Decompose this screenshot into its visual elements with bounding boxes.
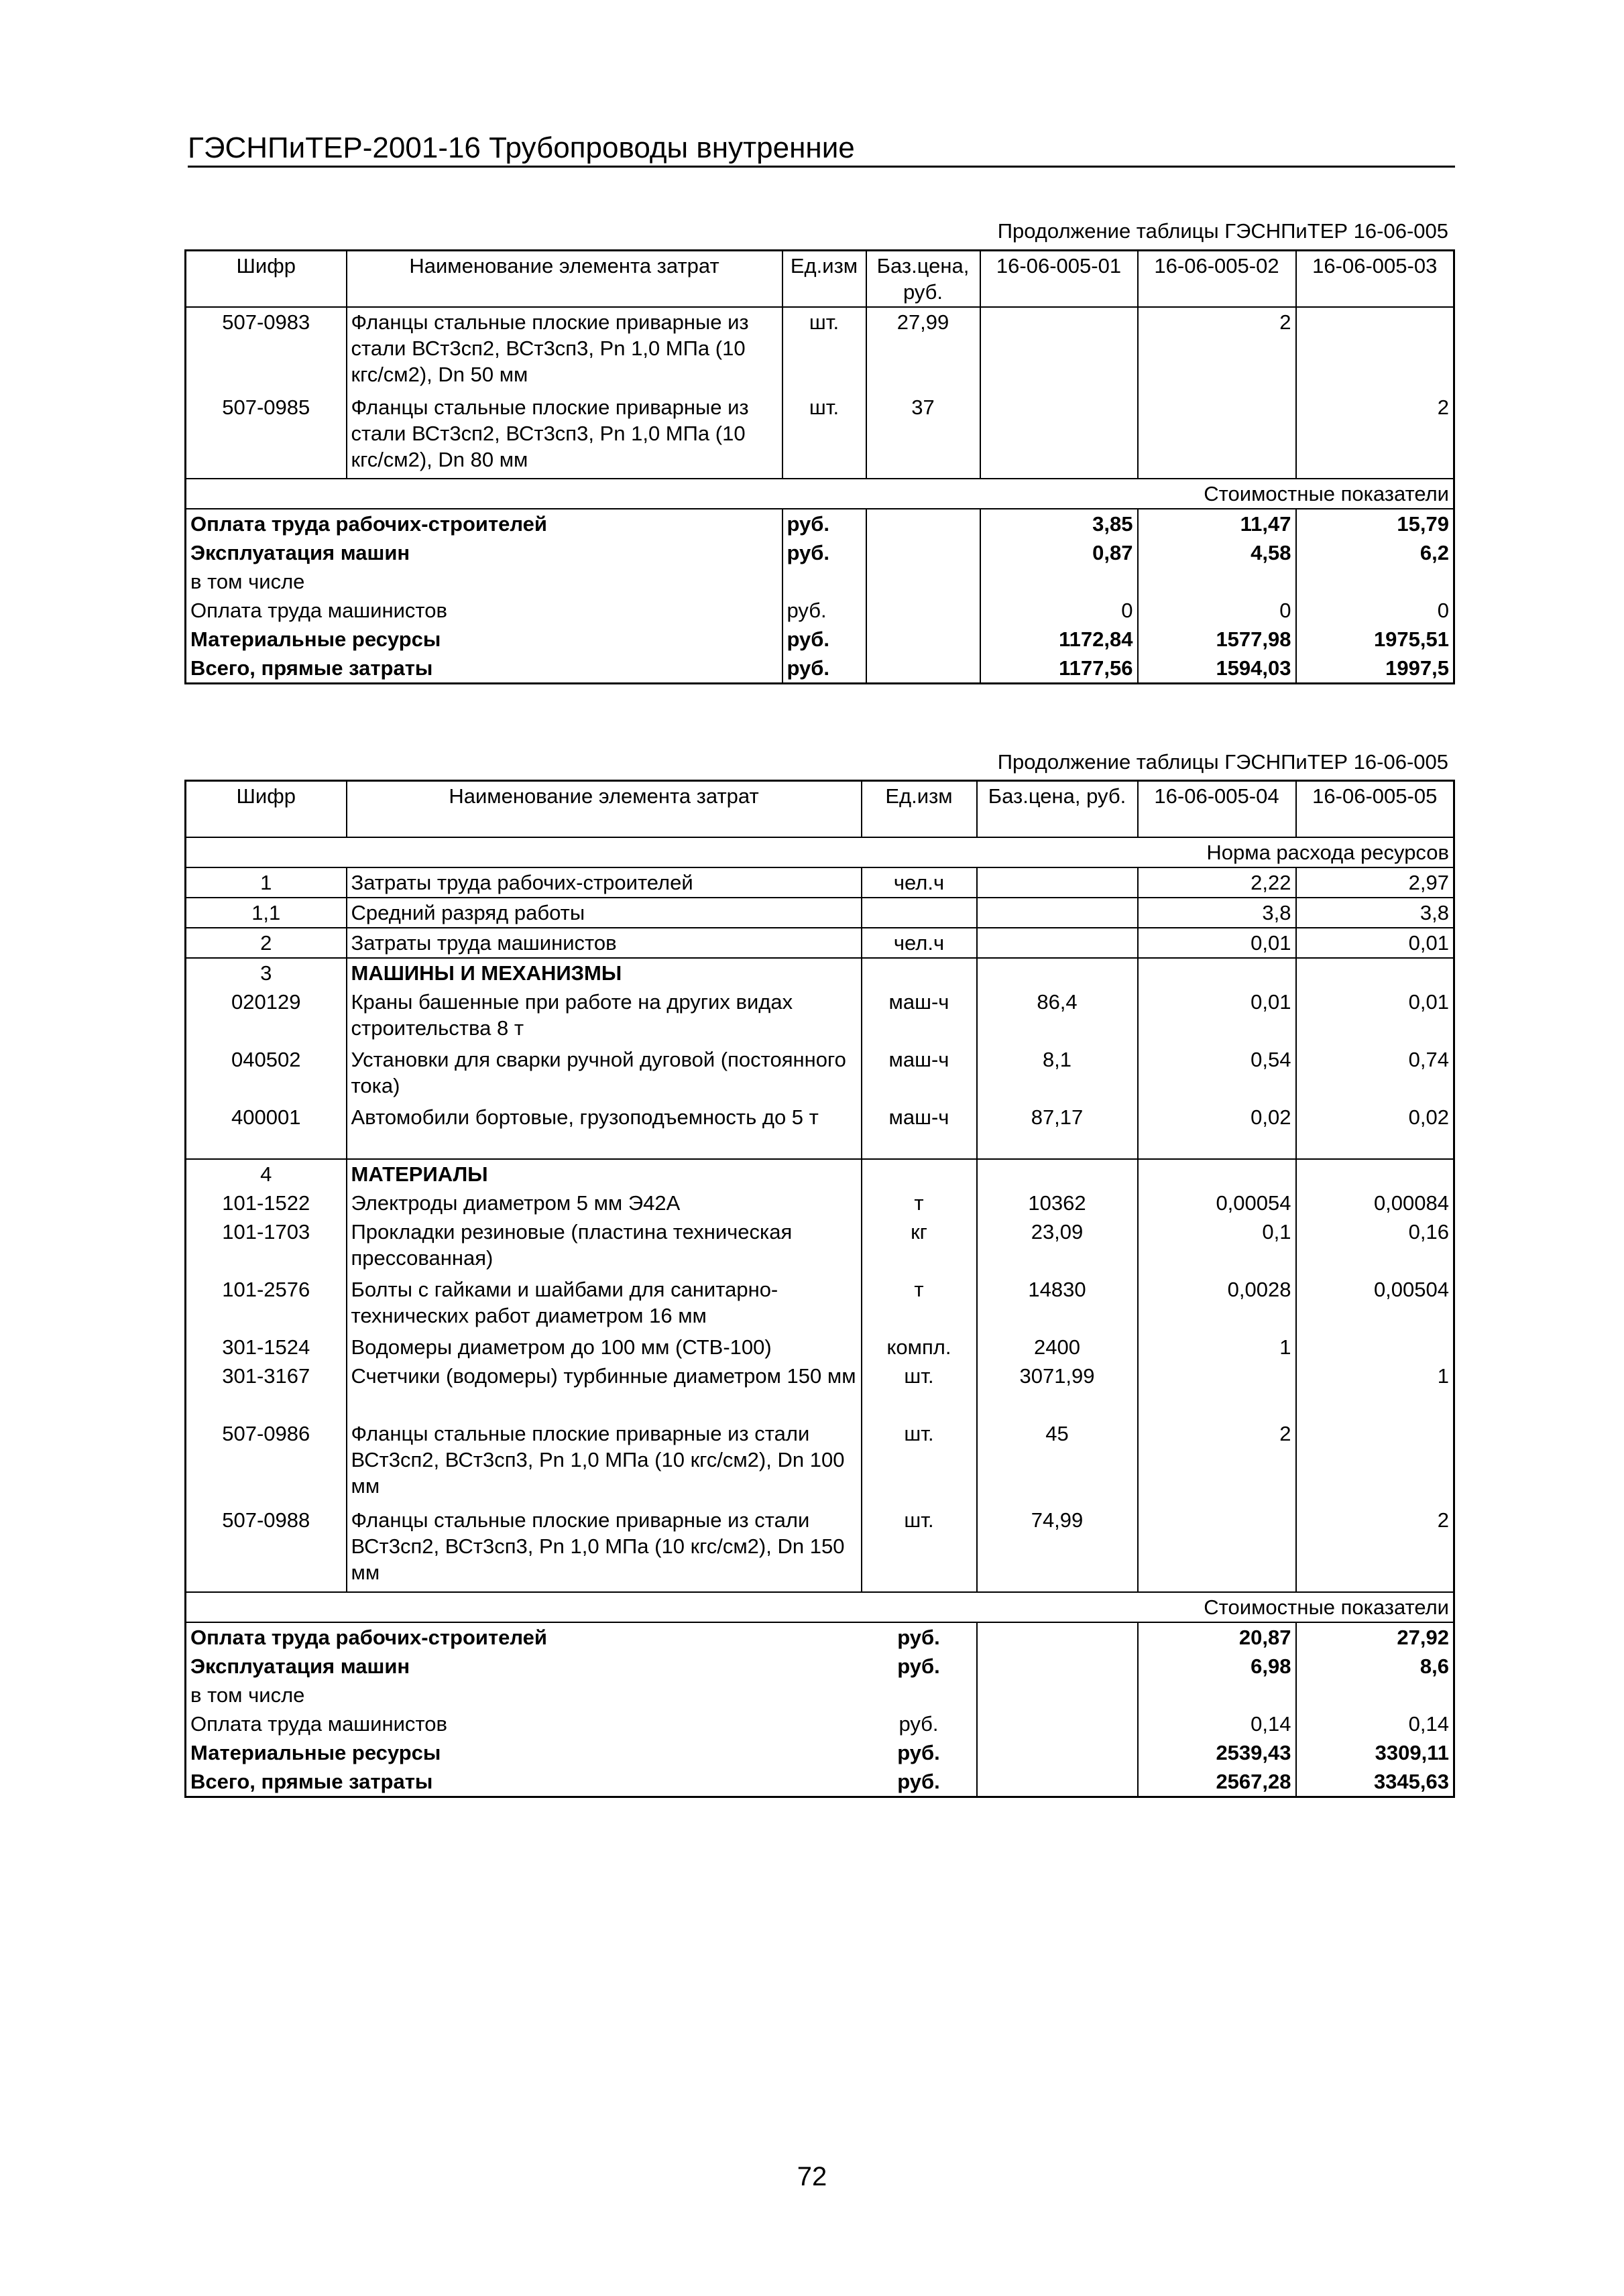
- row-price: 3071,99: [977, 1362, 1138, 1419]
- col-header-005-01: 16-06-005-01: [980, 251, 1138, 308]
- row-name: Электроды диаметром 5 мм Э42А: [347, 1189, 862, 1217]
- table-row: [186, 898, 1454, 928]
- cost-row: [186, 654, 1454, 684]
- col-header-price: Баз.цена, руб.: [866, 251, 980, 308]
- row-value-05: 0,00504: [1373, 1278, 1449, 1301]
- cost-section-row: [186, 479, 1454, 509]
- row-value-05: 1: [1437, 1364, 1449, 1388]
- row-name: Фланцы стальные плоские приварные из стали ВСт3сп2, ВСт3сп3, Pn 1,0 МПа (10 кгс/см2), Dn 50 мм: [347, 307, 782, 393]
- cost-value-04: 6,98: [1138, 1652, 1296, 1681]
- table-row: [186, 1189, 1454, 1217]
- cost-value-04: 0,14: [1138, 1709, 1296, 1738]
- row-value-04: [1138, 1362, 1296, 1419]
- cost-value-02: 1577,98: [1138, 625, 1296, 654]
- cost-unit: руб.: [897, 1626, 940, 1649]
- row-value-05: 0,16: [1408, 1220, 1449, 1244]
- cost-value-01: 0: [980, 596, 1138, 625]
- cost-value-03: 0: [1437, 599, 1449, 622]
- row-price: 8,1: [977, 1045, 1138, 1103]
- row-price: 37: [866, 393, 980, 479]
- row-code: 101-1703: [222, 1220, 310, 1244]
- section-title-machines: МАШИНЫ И МЕХАНИЗМЫ: [347, 958, 862, 987]
- cost-label: Эксплуатация машин: [190, 1654, 410, 1678]
- row-price: 74,99: [977, 1506, 1138, 1592]
- row-price: 23,09: [977, 1217, 1138, 1275]
- cost-unit: руб.: [782, 625, 866, 654]
- table-row: [186, 1217, 1454, 1275]
- row-code: 400001: [231, 1105, 301, 1129]
- cost-row: [186, 625, 1454, 654]
- cost-value-05: 0,14: [1408, 1712, 1449, 1736]
- row-value-05: 2,97: [1296, 867, 1454, 898]
- col-header-005-05: 16-06-005-05: [1296, 781, 1454, 838]
- cost-label: Материальные ресурсы: [190, 1741, 441, 1764]
- row-value-05: 0,01: [1296, 928, 1454, 958]
- row-name: Фланцы стальные плоские приварные из стали ВСт3сп2, ВСт3сп3, Pn 1,0 МПа (10 кгс/см2), Dn 80 мм: [347, 393, 782, 479]
- row-unit: маш-ч: [888, 1105, 949, 1129]
- col-header-name: Наименование элемента затрат: [347, 781, 862, 838]
- row-value-04: 0,1: [1138, 1217, 1296, 1275]
- table-row: [186, 1275, 1454, 1333]
- row-unit: компл.: [886, 1335, 951, 1359]
- row-code: 507-0983: [222, 310, 310, 334]
- table1: [184, 249, 1455, 684]
- cost-unit: руб.: [782, 538, 866, 567]
- cost-row: [186, 1709, 1454, 1738]
- cost-value-05: 27,92: [1397, 1626, 1449, 1649]
- row-price: [977, 928, 1138, 958]
- table2: [184, 780, 1455, 1798]
- col-header-005-03: 16-06-005-03: [1296, 251, 1454, 308]
- cost-row: [186, 1681, 1454, 1709]
- row-price: 10362: [977, 1189, 1138, 1217]
- cost-label: Материальные ресурсы: [190, 627, 441, 651]
- cost-value-01: 1177,56: [980, 654, 1138, 684]
- cost-value-03: 15,79: [1397, 512, 1449, 536]
- cost-value-01: 3,85: [980, 509, 1138, 538]
- norm-section-row: [186, 837, 1454, 867]
- cost-unit: [862, 1681, 977, 1709]
- row-unit: шт.: [809, 310, 839, 334]
- cost-unit: руб.: [897, 1654, 940, 1678]
- col-header-unit: Ед.изм: [862, 781, 977, 838]
- row-value-02: [1138, 393, 1296, 479]
- row-value-04: 2: [1138, 1419, 1296, 1506]
- row-value-05: 0,02: [1408, 1105, 1449, 1129]
- table-row: [186, 393, 1454, 479]
- row-price: 2400: [977, 1333, 1138, 1362]
- row-value-04: 0,0028: [1138, 1275, 1296, 1333]
- cost-unit: руб.: [898, 1712, 939, 1736]
- row-value-05: 0,01: [1408, 990, 1449, 1014]
- row-price: 27,99: [866, 307, 980, 393]
- cost-value-01: 1172,84: [980, 625, 1138, 654]
- row-code: 507-0986: [222, 1422, 310, 1445]
- cost-value-02: 1594,03: [1138, 654, 1296, 684]
- row-name: Средний разряд работы: [347, 898, 862, 928]
- cost-section-label: Стоимостные показатели: [186, 1592, 1454, 1622]
- table2-header-row: [186, 781, 1454, 838]
- cost-value-04: 2567,28: [1138, 1767, 1296, 1797]
- section-code: 3: [260, 961, 272, 985]
- row-value-05: [1296, 1333, 1454, 1362]
- row-price: [977, 898, 1138, 928]
- cost-value-02: 4,58: [1138, 538, 1296, 567]
- row-unit: шт.: [904, 1364, 934, 1388]
- row-name: Установки для сварки ручной дуговой (постоянного тока): [347, 1045, 862, 1103]
- row-value-04: 3,8: [1138, 898, 1296, 928]
- row-unit: т: [914, 1278, 924, 1301]
- row-name: Фланцы стальные плоские приварные из стали ВСт3сп2, ВСт3сп3, Pn 1,0 МПа (10 кгс/см2), Dn 100 мм: [347, 1419, 862, 1506]
- row-value-04: 1: [1138, 1333, 1296, 1362]
- cost-unit: руб.: [897, 1770, 940, 1793]
- cost-row: [186, 1652, 1454, 1681]
- cost-value-04: [1138, 1681, 1296, 1709]
- row-unit: кг: [911, 1220, 927, 1244]
- table-row: [186, 1419, 1454, 1506]
- col-header-005-04: 16-06-005-04: [1138, 781, 1296, 838]
- row-code: 1: [186, 867, 347, 898]
- row-name: Счетчики (водомеры) турбинные диаметром 150 мм: [347, 1362, 862, 1419]
- table2-caption: Продолжение таблицы ГЭСНПиТЕР 16-06-005: [997, 750, 1448, 774]
- col-header-005-02: 16-06-005-02: [1138, 251, 1296, 308]
- row-code: 507-0985: [222, 396, 310, 419]
- page-number: 72: [797, 2162, 827, 2191]
- row-code: 507-0988: [222, 1508, 310, 1532]
- row-code: 101-1522: [222, 1191, 310, 1215]
- section-heading-row: [186, 1159, 1454, 1189]
- row-price: 14830: [977, 1275, 1138, 1333]
- row-value-05: [1296, 1419, 1454, 1506]
- cost-value-02: 11,47: [1138, 509, 1296, 538]
- row-unit: шт.: [809, 396, 839, 419]
- row-code: 301-3167: [222, 1364, 310, 1388]
- row-price: 86,4: [977, 987, 1138, 1045]
- row-name: Водомеры диаметром до 100 мм (СТВ-100): [347, 1333, 862, 1362]
- col-header-code: Шифр: [186, 251, 347, 308]
- row-value-03: 2: [1437, 396, 1449, 419]
- row-unit: маш-ч: [888, 1048, 949, 1071]
- cost-value-01: 0,87: [980, 538, 1138, 567]
- section-code: 4: [186, 1159, 347, 1189]
- table-row: [186, 867, 1454, 898]
- row-value-04: 0,00054: [1138, 1189, 1296, 1217]
- row-unit: шт.: [904, 1422, 934, 1445]
- row-unit: т: [914, 1191, 924, 1215]
- cost-value-03: [1296, 567, 1454, 596]
- cost-label: Оплата труда машинистов: [190, 599, 447, 622]
- cost-unit: руб.: [782, 596, 866, 625]
- cost-unit: руб.: [897, 1741, 940, 1764]
- cost-value-02: 0: [1138, 596, 1296, 625]
- table-row: [186, 987, 1454, 1045]
- row-value-04: 0,02: [1138, 1103, 1296, 1159]
- cost-row: [186, 538, 1454, 567]
- cost-label: Всего, прямые затраты: [190, 1770, 433, 1793]
- cost-value-03: 1997,5: [1385, 656, 1449, 680]
- row-value-02: 2: [1138, 307, 1296, 393]
- cost-section-row: [186, 1592, 1454, 1622]
- row-unit: шт.: [904, 1508, 934, 1532]
- cost-value-02: [1138, 567, 1296, 596]
- row-value-01: [980, 307, 1138, 393]
- table-row: [186, 1103, 1454, 1159]
- row-value-04: 0,54: [1138, 1045, 1296, 1103]
- cost-unit: [782, 567, 866, 596]
- cost-value-05: 8,6: [1419, 1654, 1449, 1678]
- row-unit: маш-ч: [888, 990, 949, 1014]
- cost-row: [186, 1622, 1454, 1652]
- row-value-01: [980, 393, 1138, 479]
- cost-label: в том числе: [190, 1683, 305, 1707]
- table-row: [186, 1362, 1454, 1419]
- section-title-materials: МАТЕРИАЛЫ: [347, 1159, 862, 1189]
- row-value-04: [1138, 1506, 1296, 1592]
- cost-row: [186, 1767, 1454, 1797]
- row-code: 2: [186, 928, 347, 958]
- table-row: [186, 1045, 1454, 1103]
- cost-label: в том числе: [190, 570, 305, 593]
- table1-header-row: [186, 251, 1454, 308]
- table1-caption: Продолжение таблицы ГЭСНПиТЕР 16-06-005: [997, 219, 1448, 243]
- cost-label: Всего, прямые затраты: [190, 656, 433, 680]
- row-value-05: 0,74: [1408, 1048, 1449, 1071]
- col-header-price: Баз.цена, руб.: [977, 781, 1138, 838]
- cost-value-04: 20,87: [1138, 1622, 1296, 1652]
- row-value-04: 0,01: [1138, 928, 1296, 958]
- row-value-04: 2,22: [1138, 867, 1296, 898]
- row-name: Автомобили бортовые, грузоподъемность до 5 т: [347, 1103, 862, 1159]
- cost-value-03: 6,2: [1419, 541, 1449, 564]
- row-name: Краны башенные при работе на других видах строительства 8 т: [347, 987, 862, 1045]
- col-header-unit: Ед.изм: [782, 251, 866, 308]
- norm-section-label: Норма расхода ресурсов: [186, 837, 1454, 867]
- cost-value-01: [980, 567, 1138, 596]
- cost-value-05: 3309,11: [1375, 1741, 1449, 1764]
- row-unit: [862, 898, 977, 928]
- page-header: ГЭСНПиТЕР-2001-16 Трубопроводы внутренние: [188, 131, 1455, 168]
- section-heading-row: [186, 958, 1454, 987]
- table-row: [186, 307, 1454, 393]
- row-price: 87,17: [977, 1103, 1138, 1159]
- row-unit: чел.ч: [862, 928, 977, 958]
- row-price: [977, 867, 1138, 898]
- table-row: [186, 1506, 1454, 1592]
- cost-row: [186, 509, 1454, 538]
- row-value-03: [1296, 307, 1454, 393]
- row-value-05: 2: [1437, 1508, 1449, 1532]
- cost-value-03: 1975,51: [1373, 627, 1449, 651]
- cost-row: [186, 596, 1454, 625]
- row-name: Прокладки резиновые (пластина техническая прессованная): [347, 1217, 862, 1275]
- row-code: 040502: [231, 1048, 301, 1071]
- cost-row: [186, 567, 1454, 596]
- row-name: Затраты труда машинистов: [347, 928, 862, 958]
- cost-label: Оплата труда рабочих-строителей: [190, 1626, 547, 1649]
- cost-value-05: 3345,63: [1373, 1770, 1449, 1793]
- row-code: 301-1524: [222, 1335, 310, 1359]
- cost-unit: руб.: [782, 654, 866, 684]
- row-value-04: 0,01: [1138, 987, 1296, 1045]
- table-row: [186, 1333, 1454, 1362]
- cost-label: Оплата труда рабочих-строителей: [190, 512, 547, 536]
- row-code: 020129: [231, 990, 301, 1014]
- table-row: [186, 928, 1454, 958]
- row-code: 1,1: [251, 901, 281, 924]
- cost-section-label: Стоимостные показатели: [186, 479, 1454, 509]
- cost-row: [186, 1738, 1454, 1767]
- cost-label: Оплата труда машинистов: [190, 1712, 447, 1736]
- row-name: Болты с гайками и шайбами для санитарно-технических работ диаметром 16 мм: [347, 1275, 862, 1333]
- row-name: Затраты труда рабочих-строителей: [347, 867, 862, 898]
- col-header-name: Наименование элемента затрат: [347, 251, 782, 308]
- row-name: Фланцы стальные плоские приварные из стали ВСт3сп2, ВСт3сп3, Pn 1,0 МПа (10 кгс/см2), Dn 150 мм: [347, 1506, 862, 1592]
- cost-value-05: [1296, 1681, 1454, 1709]
- cost-value-04: 2539,43: [1138, 1738, 1296, 1767]
- row-code: 101-2576: [222, 1278, 310, 1301]
- cost-unit: руб.: [782, 509, 866, 538]
- row-unit: чел.ч: [862, 867, 977, 898]
- col-header-code: Шифр: [186, 781, 347, 838]
- row-value-05: 3,8: [1419, 901, 1449, 924]
- row-value-05: 0,00084: [1373, 1191, 1449, 1215]
- cost-label: Эксплуатация машин: [190, 541, 410, 564]
- row-price: 45: [977, 1419, 1138, 1506]
